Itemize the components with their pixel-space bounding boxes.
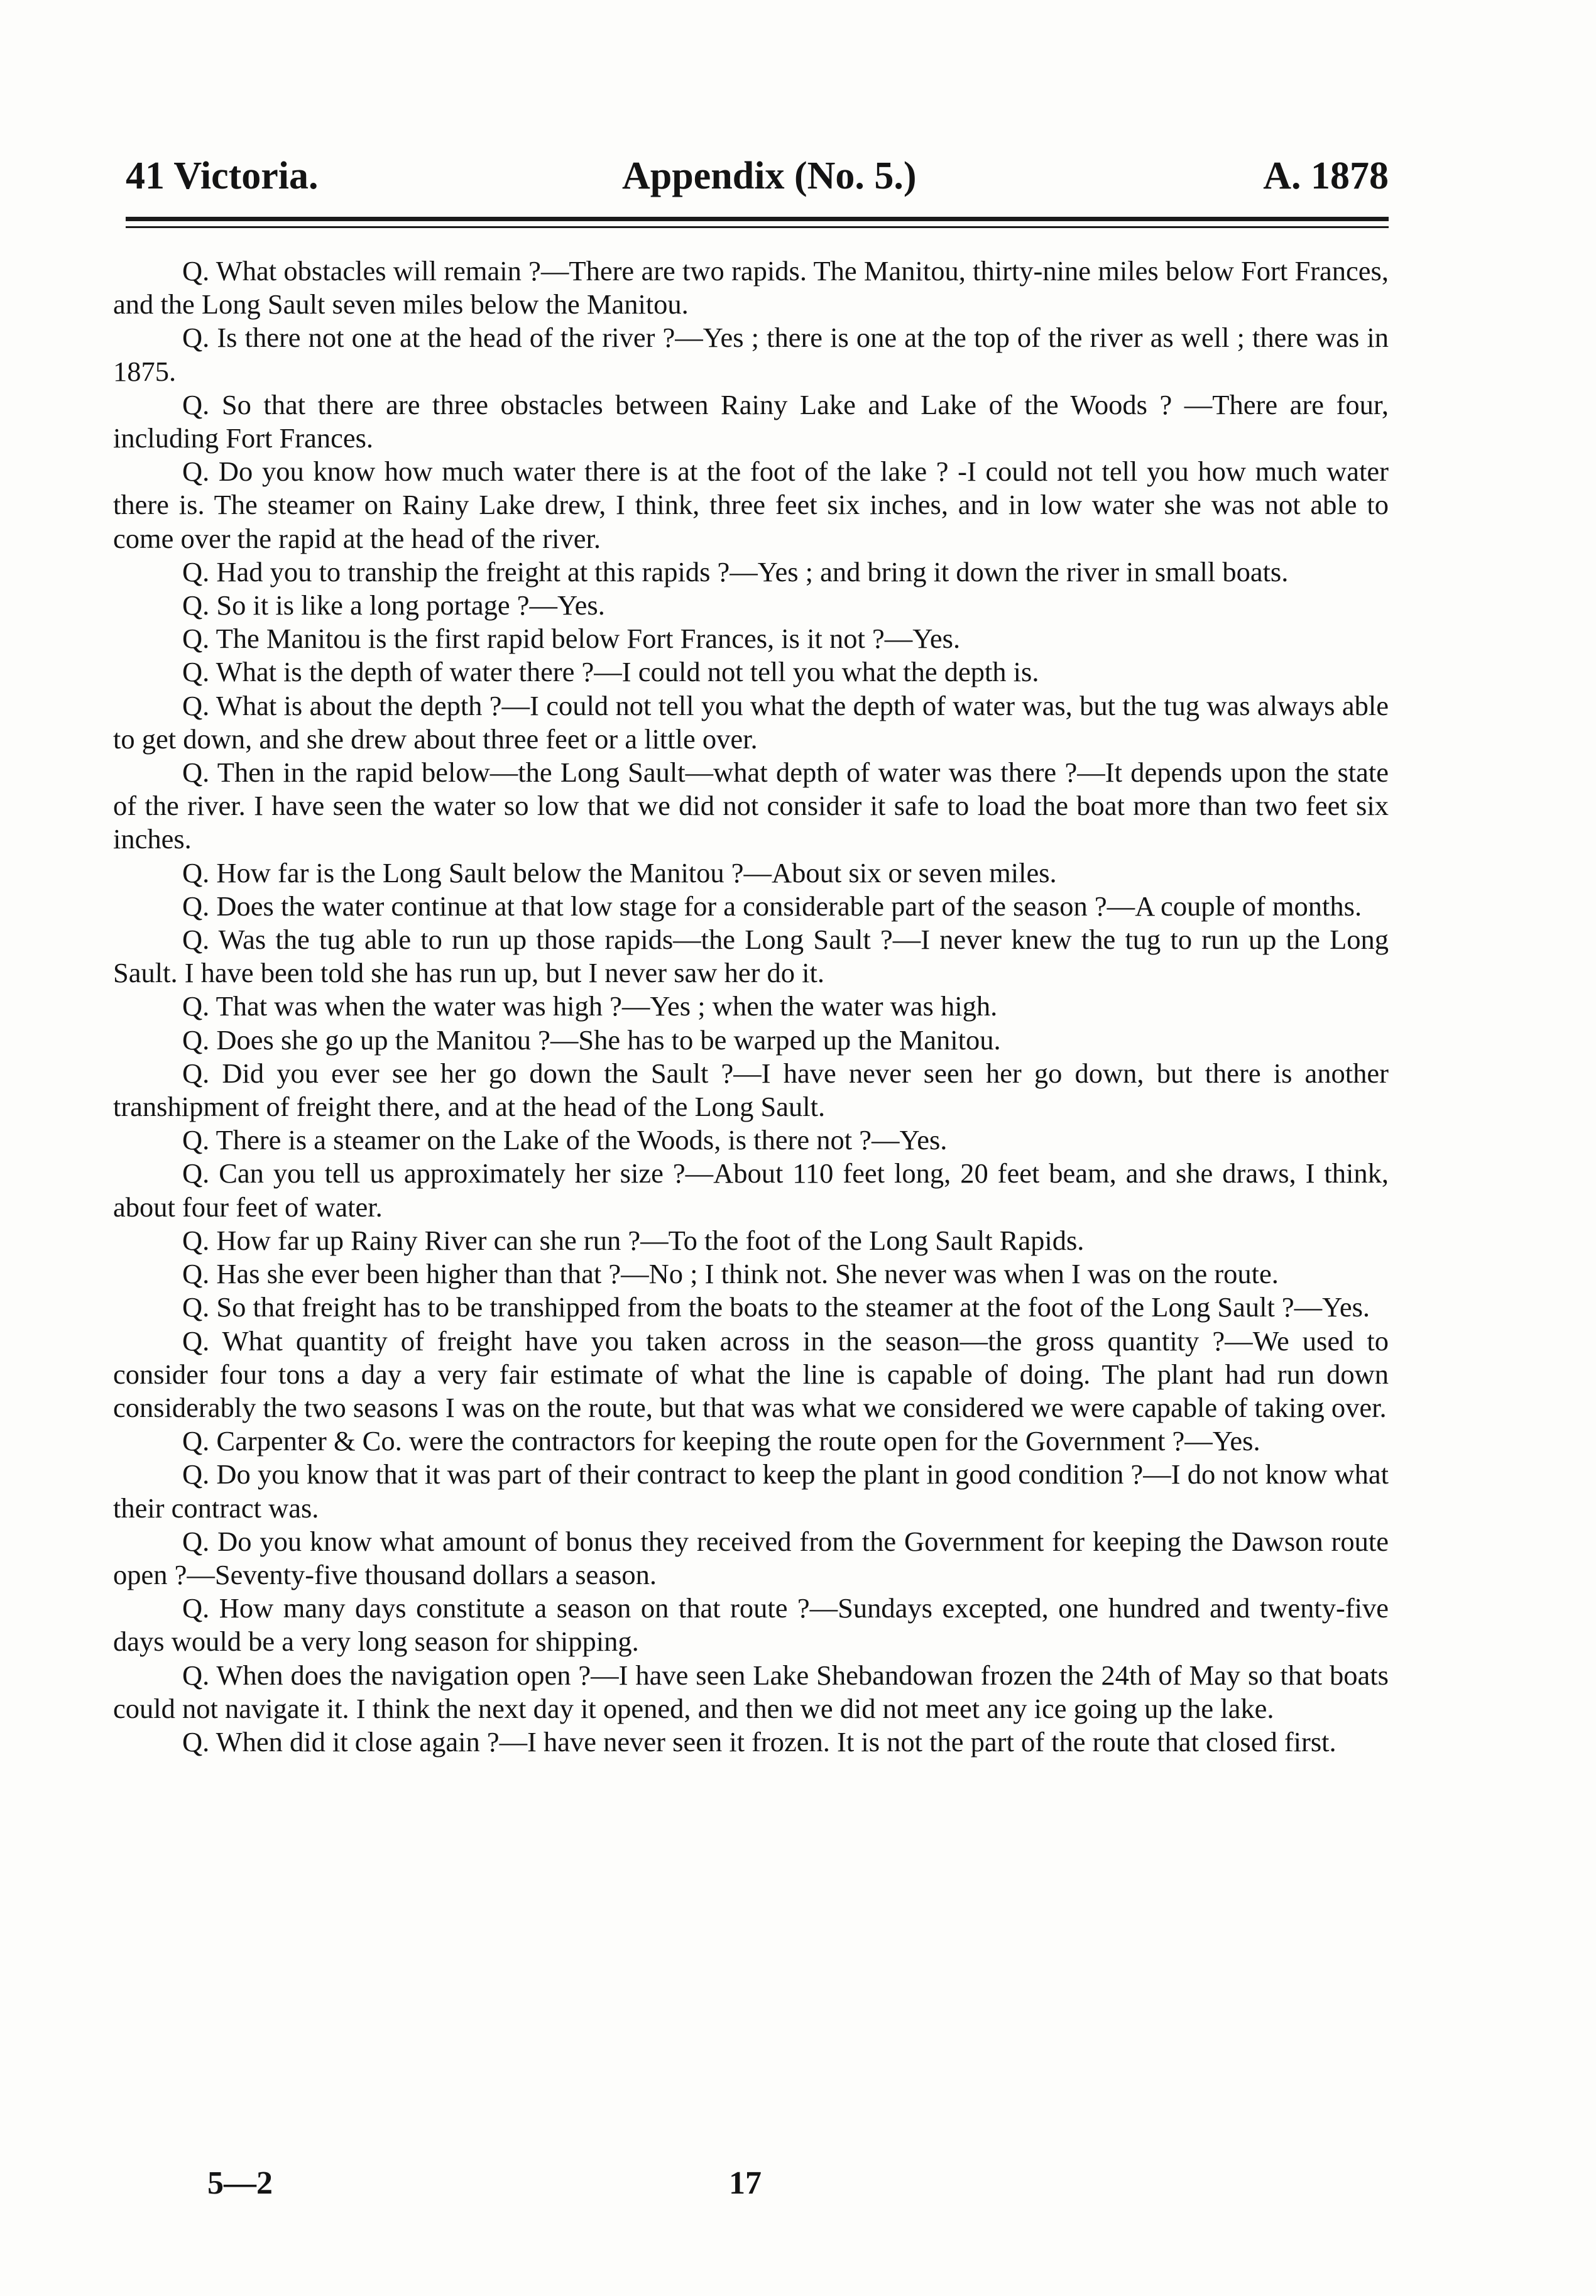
qa-paragraph: Q. When does the navigation open ?—I have seen Lake Shebandowan frozen the 24th of May so that boats could not navigate it. I think the next day it opened, and then we did not meet any ice going up the lake. (113, 1659, 1389, 1724)
qa-paragraph: Q. Has she ever been higher than that ?—No ; I think not. She never was when I was on the route. (182, 1258, 1279, 1290)
page-number: 17 (729, 2165, 762, 2201)
qa-paragraph: Q. Was the tug able to run up those rapids—the Long Sault ?—I never knew the tug to run up the Long Sault. I have been told she has run up, but I never saw her do it. (113, 924, 1389, 989)
header-rule-thin (126, 226, 1389, 228)
qa-paragraph: Q. So it is like a long portage ?—Yes. (182, 589, 605, 621)
header-appendix: Appendix (No. 5.) (622, 155, 917, 197)
footer-signature-mark: 5—2 (207, 2165, 273, 2201)
page-footer (113, 2162, 1389, 2206)
qa-paragraph: Q. What is about the depth ?—I could not tell you what the depth of water was, but the tug was always able to get down, and she drew about three feet or a little over. (113, 689, 1389, 755)
qa-paragraph: Q. How many days constitute a season on that route ?—Sundays excepted, one hundred and twenty-five days would be a very long season for shipping. (113, 1592, 1389, 1658)
qa-paragraph: Q. Does she go up the Manitou ?—She has to be warped up the Manitou. (182, 1024, 1001, 1056)
qa-paragraph: Q. How far is the Long Sault below the Manitou ?—About six or seven miles. (182, 856, 1057, 888)
qa-paragraph: Q. The Manitou is the first rapid below Fort Frances, is it not ?—Yes. (182, 623, 961, 655)
header-year: A. 1878 (1263, 155, 1389, 197)
qa-paragraph: Q. What obstacles will remain ?—There are two rapids. The Manitou, thirty-nine miles below Fort Frances, and the Long Sault seven miles below the Manitou. (113, 255, 1389, 320)
header-session: 41 Victoria. (126, 155, 319, 197)
qa-paragraph: Q. Is there not one at the head of the river ?—Yes ; there is one at the top of the river as well ; there was in 1875. (113, 322, 1389, 387)
qa-paragraph: Q. So that there are three obstacles between Rainy Lake and Lake of the Woods ? —There are four, including Fort Frances. (113, 388, 1389, 454)
header-rule-thick (126, 217, 1389, 221)
qa-paragraph: Q. Do you know how much water there is at the foot of the lake ? -I could not tell you how much water there is. The steamer on Rainy Lake drew, I think, three feet six inches, and in low water she was not able to come over the rapid at the head of the river. (113, 456, 1389, 554)
qa-paragraph: Q. Then in the rapid below—the Long Sault—what depth of water was there ?—It depends upon the state of the river. I have seen the water so low that we did not consider it safe to load the boat more than two feet six inches. (113, 757, 1389, 855)
qa-paragraph: Q. There is a steamer on the Lake of the Woods, is there not ?—Yes. (182, 1124, 948, 1156)
qa-paragraph: Q. That was when the water was high ?—Yes ; when the water was high. (182, 990, 998, 1022)
qa-paragraph: Q. Carpenter & Co. were the contractors for keeping the route open for the Government ?—Yes. (182, 1425, 1260, 1457)
qa-paragraph: Q. Had you to tranship the freight at this rapids ?—Yes ; and bring it down the river in small boats. (182, 555, 1289, 588)
qa-paragraph: Q. What quantity of freight have you taken across in the season—the gross quantity ?—We used to consider four tons a day a very fair estimate of what the line is capable of doing. The plant had run down considerably the two seasons I was on the route, but that was what we considered we were capable of taking over. (113, 1325, 1389, 1423)
qa-paragraph: Q. Can you tell us approximately her size ?—About 110 feet long, 20 feet beam, and she draws, I think, about four feet of water. (113, 1157, 1389, 1223)
qa-paragraph: Q. Does the water continue at that low stage for a considerable part of the season ?—A couple of months. (182, 890, 1362, 922)
qa-paragraph: Q. Did you ever see her go down the Sault ?—I have never seen her go down, but there is another transhipment of freight there, and at the head of the Long Sault. (113, 1057, 1389, 1123)
qa-paragraph: Q. Do you know that it was part of their contract to keep the plant in good condition ?—I do not know what their contract was. (113, 1458, 1389, 1524)
qa-paragraph: Q. How far up Rainy River can she run ?—To the foot of the Long Sault Rapids. (182, 1224, 1085, 1256)
qa-paragraph: Q. What is the depth of water there ?—I could not tell you what the depth is. (182, 656, 1039, 688)
page-header (126, 148, 1389, 204)
qa-paragraph: Q. Do you know what amount of bonus they received from the Government for keeping the Dawson route open ?—Seventy-five thousand dollars a season. (113, 1525, 1389, 1590)
testimony-body (113, 254, 1389, 1759)
qa-paragraph: Q. When did it close again ?—I have never seen it frozen. It is not the part of the route that closed first. (182, 1725, 1336, 1758)
qa-paragraph: Q. So that freight has to be transhipped from the boats to the steamer at the foot of the Long Sault ?—Yes. (182, 1291, 1370, 1323)
